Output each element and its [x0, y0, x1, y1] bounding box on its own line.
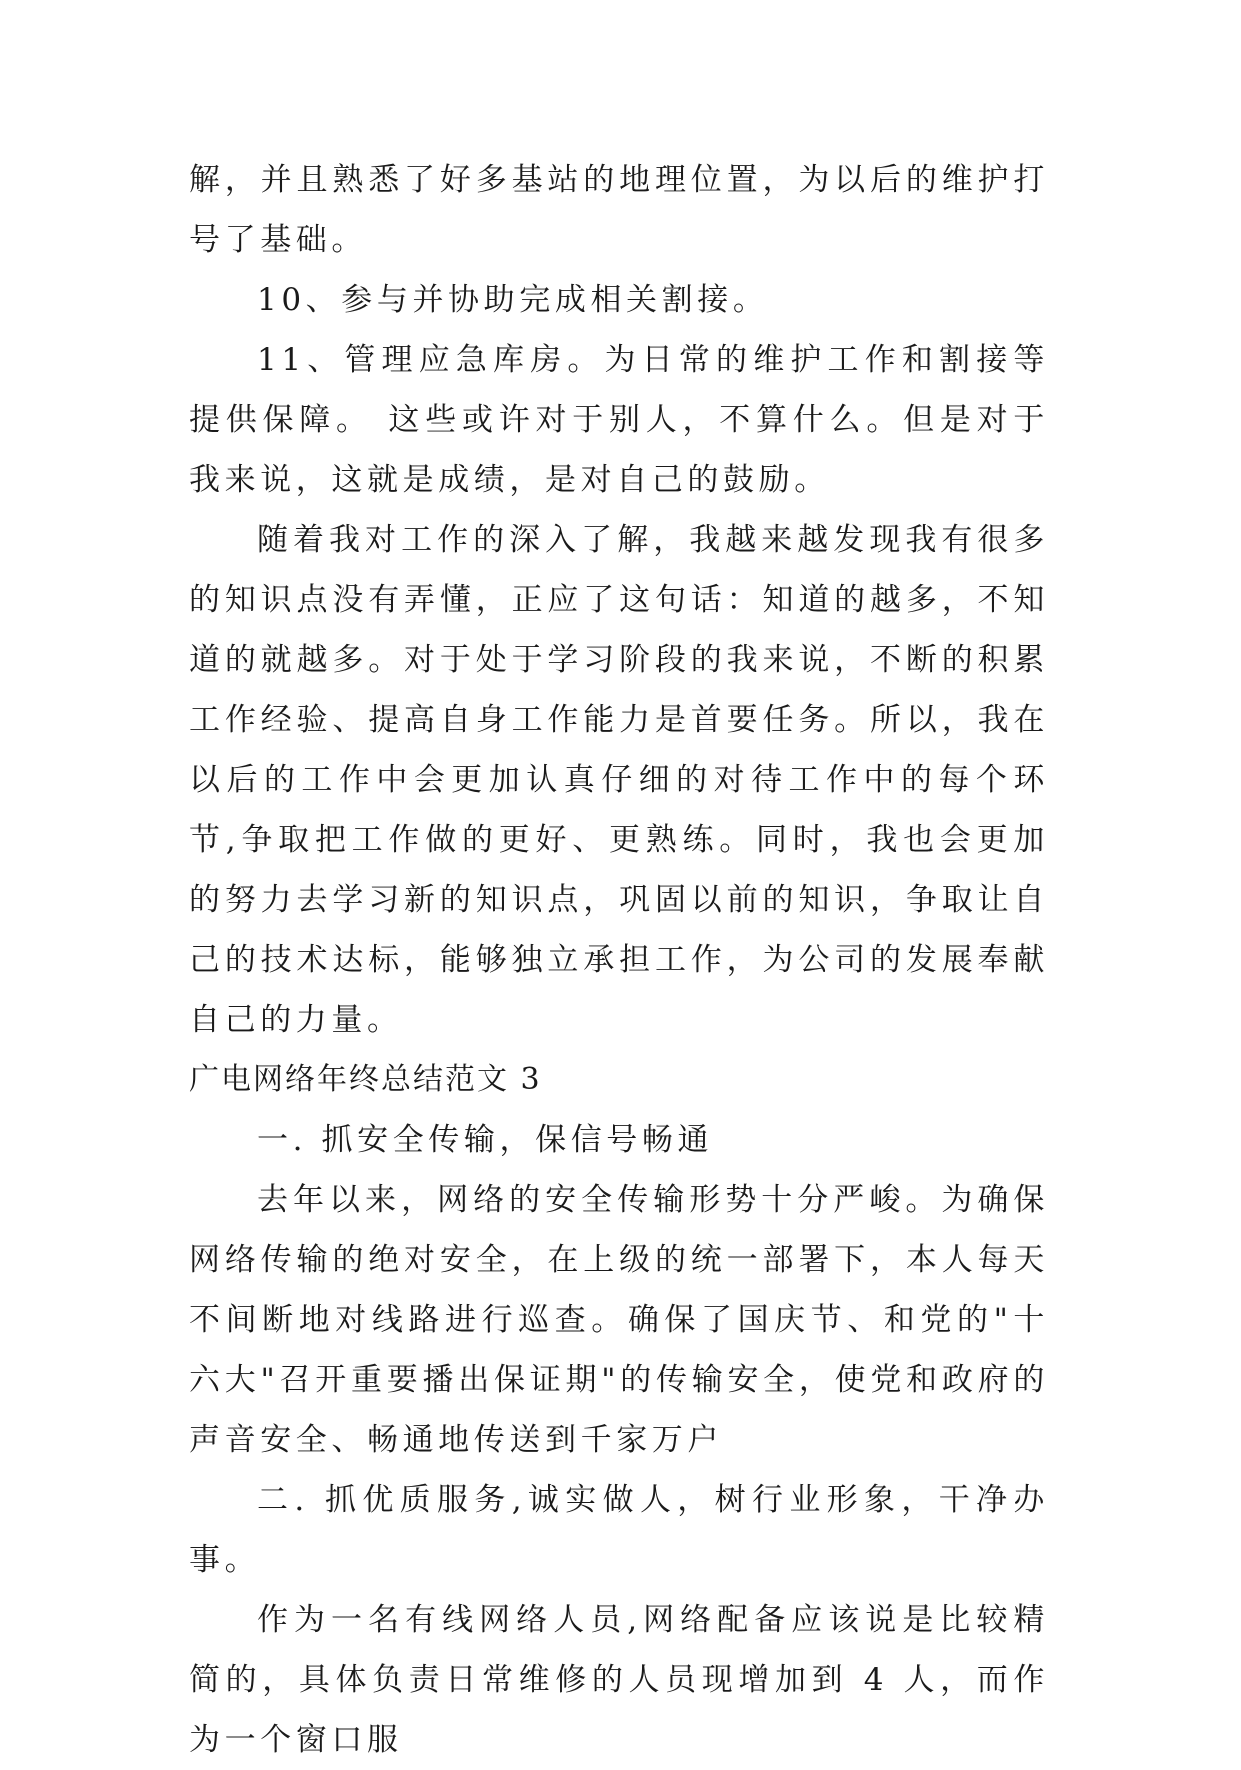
- paragraph-2: 10、参与并协助完成相关割接。: [257, 282, 769, 318]
- paragraph-1: 解，并且熟悉了好多基站的地理位置，为以后的维护打号了基础。: [189, 162, 1049, 258]
- section-paragraph-1: 一. 抓安全传输，保信号畅通: [257, 1122, 714, 1158]
- section-paragraph-4: 作为一名有线网络人员,网络配备应该说是比较精简的，具体负责日常维修的人员现增加到 4 人，而作为一个窗口服: [189, 1602, 1049, 1758]
- section-title: 广电网络年终总结范文 3: [189, 1062, 542, 1097]
- paragraph-3: 11、管理应急库房。为日常的维护工作和割接等提供保障。 这些或许对于别人，不算什么。但是对于我来说，这就是成绩，是对自己的鼓励。: [189, 342, 1049, 498]
- paragraph-4: 随着我对工作的深入了解，我越来越发现我有很多的知识点没有弄懂，正应了这句话：知道的越多，不知道的就越多。对于处于学习阶段的我来说，不断的积累工作经验、提高自身工作能力是首要任务。所以，我在以后的工作中会更加认真仔细的对待工作中的每个环节,争取把工作做的更好、更熟练。同时，我也会更加的努力去学习新的知识点，巩固以前的知识，争取让自己的技术达标，能够独立承担工作，为公司的发展奉献自己的力量。: [189, 522, 1049, 1038]
- section-paragraph-2: 去年以来，网络的安全传输形势十分严峻。为确保网络传输的绝对安全，在上级的统一部署下，本人每天不间断地对线路进行巡查。确保了国庆节、和党的"十六大"召开重要播出保证期"的传输安全，使党和政府的声音安全、畅通地传送到千家万户: [189, 1182, 1049, 1458]
- document-page: [189, 150, 1049, 1770]
- section-paragraph-3: 二. 抓优质服务,诚实做人，树行业形象，干净办事。: [189, 1482, 1049, 1578]
